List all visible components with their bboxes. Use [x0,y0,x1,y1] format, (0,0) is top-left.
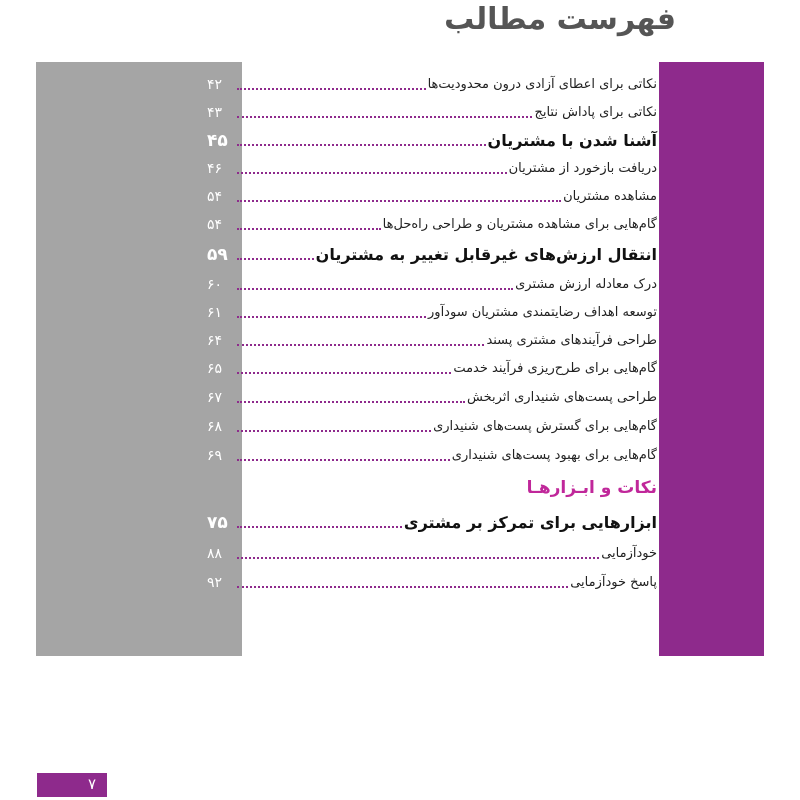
toc-chapter[interactable] [205,504,657,532]
toc-entry-title: گام‌هایی برای طرح‌ریزی فرآیند خدمت [453,361,657,376]
leader-dots [237,172,507,174]
toc-entry[interactable] [205,564,657,592]
leader-dots [237,288,513,290]
toc-entry[interactable] [205,379,657,407]
toc-entry-title: گام‌هایی برای بهبود پست‌های شنیداری [451,448,657,463]
leader-dots [237,586,568,588]
toc-entry-title: طراحی پست‌های شنیداری اثربخش [467,390,657,405]
toc-entry[interactable] [205,178,657,206]
toc-entry-title: توسعه اهداف رضایتمندی مشتریان سودآور [428,305,657,320]
toc-chapter-title: آشنا شدن با مشتریان [487,131,657,150]
toc-entry[interactable] [205,294,657,322]
toc-entry[interactable] [205,322,657,350]
leader-dots [237,459,450,461]
toc-entry-page: ۶۰ [207,277,223,293]
toc-entry-page: ۶۴ [207,333,223,349]
leader-dots [237,200,561,202]
page-number-badge [37,773,107,797]
toc-entry-title: گام‌هایی برای گسترش پست‌های شنیداری [433,419,657,434]
toc-entry-page: ۹۲ [207,575,223,591]
section-title: نکات و ابـزارهـا [526,478,657,498]
toc-entry[interactable] [205,408,657,436]
toc-entry-title: خودآزمایی [601,546,657,561]
toc-entry-title: نکاتی برای پاداش نتایج [534,105,657,120]
toc-entry-title: نکاتی برای اعطای آزادی درون محدودیت‌ها [427,77,657,92]
leader-dots [237,557,599,559]
leader-dots [237,258,314,260]
toc-entry-page: ۶۵ [207,361,223,377]
leader-dots [237,344,484,346]
toc-entry[interactable] [205,535,657,563]
toc-entry-page: ۴۳ [207,105,223,121]
toc-entry-title: دریافت بازخورد از مشتریان [508,161,657,176]
toc-chapter[interactable] [205,122,657,150]
toc-entry-title: طراحی فرآیندهای مشتری پسند [486,333,657,348]
toc-entry-page: ۴۲ [207,77,223,93]
toc-chapter-page: ۵۹ [207,245,228,265]
leader-dots [237,116,532,118]
toc-chapter[interactable] [205,236,657,264]
leader-dots [237,430,431,432]
toc-entry[interactable] [205,94,657,122]
toc-entry[interactable] [205,266,657,294]
toc-entry-title: گام‌هایی برای مشاهده مشتریان و طراحی راه‌حل‌ها [382,217,657,232]
toc-chapter-page: ۷۵ [207,513,228,533]
leader-dots [237,372,451,374]
toc-entry-page: ۶۸ [207,419,223,435]
toc-entry[interactable] [205,437,657,465]
leader-dots [237,144,486,146]
toc-chapter-title: ابزارهایی برای تمرکز بر مشتری [403,513,657,532]
toc-entry-title: پاسخ خودآزمایی [570,575,657,590]
leader-dots [237,88,426,90]
toc-entry-page: ۵۴ [207,217,223,233]
leader-dots [237,228,381,230]
toc-entry[interactable] [205,206,657,234]
toc-chapter-title: انتقال ارزش‌های غیرقابل تغییر به مشتریان [315,245,657,264]
page-title: فهرست مطالب [444,2,676,37]
toc-entry-page: ۸۸ [207,546,223,562]
toc-entry-page: ۶۹ [207,448,223,464]
toc-entry-title: مشاهده مشتریان [563,189,657,204]
toc-entry[interactable] [205,66,657,94]
toc-entry[interactable] [205,350,657,378]
toc-entry-page: ۶۷ [207,390,223,406]
toc-chapter-page: ۴۵ [207,131,228,151]
toc-entry-page: ۴۶ [207,161,223,177]
leader-dots [237,526,402,528]
page-number: ۷ [88,775,97,793]
leader-dots [237,401,465,403]
leader-dots [237,316,426,318]
toc-entry-page: ۵۴ [207,189,223,205]
toc-entry-page: ۶۱ [207,305,223,321]
toc-entry-title: درک معادله ارزش مشتری [515,277,657,292]
toc-entry[interactable] [205,150,657,178]
